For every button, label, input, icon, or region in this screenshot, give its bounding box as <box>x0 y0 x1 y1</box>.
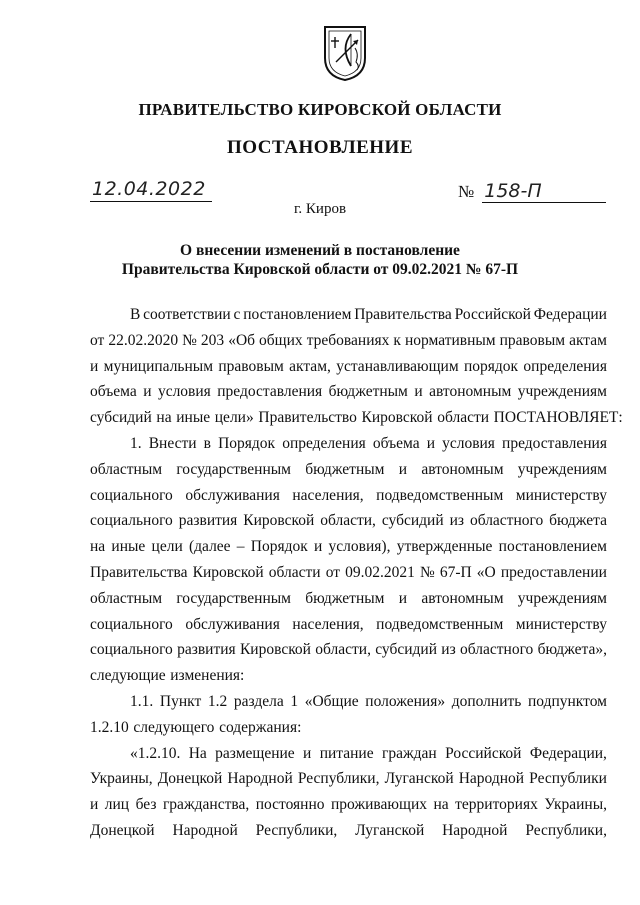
body-word: Порядок <box>218 434 276 452</box>
body-word: 1.2.10 <box>90 718 129 736</box>
body-word: постановлением <box>498 538 607 556</box>
body-word: Правительства <box>354 306 452 323</box>
body-word: содержания: <box>219 718 302 736</box>
body-word: учреждениям <box>517 460 607 478</box>
document-title <box>0 241 640 279</box>
body-word: требованиях <box>306 331 390 349</box>
body-word: цели <box>151 538 183 556</box>
body-word: граждан <box>381 744 437 762</box>
body-word: Народной <box>172 821 238 839</box>
body-word: Правительства <box>90 563 188 581</box>
body-word: «1.2.10. <box>130 744 181 762</box>
body-line <box>90 792 607 818</box>
body-word: Правительство <box>258 409 357 427</box>
body-line <box>90 818 607 844</box>
body-word: Республики, <box>525 821 607 839</box>
body-word: социального <box>90 512 173 530</box>
body-word: 09.02.2021 <box>345 563 415 581</box>
body-word: Федерации, <box>529 744 607 762</box>
body-line <box>90 612 607 638</box>
body-word: правовым <box>499 331 566 349</box>
body-word: к <box>393 331 401 349</box>
body-word: 203 <box>200 331 225 349</box>
body-word: подведомственным <box>376 615 504 633</box>
body-word: из <box>449 512 464 530</box>
body-word: и <box>90 796 99 814</box>
body-word: областного <box>469 512 544 530</box>
body-word: Кировской <box>243 512 315 530</box>
body-word: и <box>303 744 312 762</box>
body-word: подведомственным <box>376 486 504 504</box>
body-word: Порядок <box>250 538 308 556</box>
body-word: иные <box>176 409 211 427</box>
body-word: следующие <box>90 667 166 685</box>
body-word: объема <box>90 383 137 401</box>
body-word: бюджетным <box>305 589 385 607</box>
body-word: на <box>90 538 106 556</box>
body-line <box>90 457 607 483</box>
body-word: – <box>236 538 245 556</box>
body-word: и <box>414 383 423 401</box>
body-word: из <box>441 641 456 659</box>
body-word: и <box>90 357 99 375</box>
body-word: без <box>135 796 157 814</box>
body-word: следующего <box>133 718 215 736</box>
body-word: в <box>203 434 211 452</box>
body-word: бюджетным <box>305 460 385 478</box>
body-line <box>90 431 607 457</box>
body-word: областного <box>460 641 534 659</box>
body-word: с <box>233 306 241 323</box>
body-word: общих <box>259 331 303 349</box>
body-word: области, <box>315 641 371 659</box>
body-word: субсидий <box>381 512 444 530</box>
body-word: Кировской <box>239 641 311 659</box>
body-word: Российской <box>454 306 531 323</box>
body-word: актам <box>569 331 607 349</box>
body-word: области, <box>320 512 376 530</box>
body-word: Кировской <box>192 563 264 581</box>
body-word: На <box>188 744 207 762</box>
body-word: государственным <box>176 589 291 607</box>
body-word: объема <box>372 434 420 452</box>
body-word: государственным <box>176 460 291 478</box>
body-word: автономным <box>421 589 504 607</box>
body-line <box>90 483 607 509</box>
body-word: учреждениям <box>517 383 607 401</box>
body-line <box>90 741 607 767</box>
body-word: министерству <box>515 486 607 504</box>
body-word: населения, <box>292 615 364 633</box>
body-word: порядок <box>463 357 519 375</box>
body-word: № <box>182 331 197 349</box>
body-word: Народной <box>227 770 293 788</box>
body-word: автономным <box>429 383 512 401</box>
body-word: территориях <box>455 796 538 814</box>
body-word: условия <box>157 383 211 401</box>
body-word: Луганской <box>355 821 425 839</box>
body-word: цели» <box>214 409 254 427</box>
body-word: размещение <box>215 744 295 762</box>
body-word: дополнить <box>451 692 522 710</box>
number-prefix: № <box>458 182 475 201</box>
body-line <box>90 586 607 612</box>
body-word: предоставлении <box>500 563 607 581</box>
body-line <box>90 534 607 560</box>
body-word: Украины, <box>90 770 153 788</box>
body-word: Пункт <box>159 692 202 710</box>
body-word: населения, <box>292 486 364 504</box>
body-word: муниципальным <box>103 357 214 375</box>
body-line <box>90 560 607 586</box>
body-word: Народной <box>458 770 525 788</box>
body-word: субсидий <box>90 409 152 427</box>
body-word: Украины, <box>544 796 607 814</box>
body-word: развития <box>177 641 236 659</box>
document-date: 12.04.2022 <box>90 178 212 202</box>
body-word: Внести <box>148 434 197 452</box>
government-name: ПРАВИТЕЛЬСТВО КИРОВСКОЙ ОБЛАСТИ <box>138 100 502 119</box>
body-word: предоставления <box>217 383 323 401</box>
body-word: субсидий <box>375 641 438 659</box>
body-word: бюджетным <box>328 383 408 401</box>
body-word: Федерации <box>533 306 607 323</box>
body-word: на <box>156 409 172 427</box>
body-word: предоставления <box>502 434 607 452</box>
body-word: подпунктом <box>527 692 607 710</box>
body-word: гражданства, <box>162 796 250 814</box>
body-word: лиц <box>104 796 130 814</box>
body-line <box>90 689 607 715</box>
body-word: 22.02.2020 <box>108 331 179 349</box>
body-word: министерству <box>515 615 607 633</box>
body-word: и <box>398 589 408 607</box>
body-word: положения» <box>365 692 446 710</box>
body-word: автономным <box>421 460 504 478</box>
body-word: бюджета», <box>537 641 607 659</box>
body-word: постановлением <box>243 306 352 323</box>
body-word: изменения: <box>170 667 245 685</box>
body-word: Народной <box>442 821 508 839</box>
body-word: проживающих <box>331 796 427 814</box>
body-word: Республики <box>529 770 607 788</box>
body-word: Республики, <box>255 821 338 839</box>
body-word: области <box>437 409 490 427</box>
body-word: Российской <box>445 744 522 762</box>
body-word: от <box>90 331 105 349</box>
body-word: Кировской <box>361 409 433 427</box>
body-word: постоянно <box>255 796 325 814</box>
body-word: и <box>426 434 435 452</box>
body-word: условия), <box>328 538 391 556</box>
body-line <box>90 328 607 354</box>
body-word: условия <box>442 434 495 452</box>
body-word: иные <box>111 538 146 556</box>
body-line <box>90 354 607 380</box>
city: г. Киров <box>293 201 347 217</box>
body-word: и <box>398 460 408 478</box>
body-word: актам, <box>289 357 331 375</box>
body-word: и <box>143 383 152 401</box>
body-word: Донецкой <box>90 821 155 839</box>
body-word: обслуживания <box>185 486 280 504</box>
body-word: и <box>314 538 323 556</box>
body-line <box>90 302 607 328</box>
document-body <box>90 302 623 844</box>
body-word: нормативным <box>404 331 496 349</box>
body-word: соответствии <box>143 306 231 323</box>
body-word: правовым <box>218 357 284 375</box>
body-word: раздела <box>233 692 284 710</box>
body-word: социального <box>90 615 173 633</box>
body-word: № <box>419 563 435 581</box>
body-word: развития <box>178 512 238 530</box>
document-number-block <box>458 180 606 203</box>
body-word: областным <box>90 589 163 607</box>
body-line <box>90 637 607 663</box>
body-word: учреждениям <box>517 589 607 607</box>
body-word: (далее <box>189 538 231 556</box>
body-word: Донецкой <box>157 770 223 788</box>
title-line: Правительства Кировской области от 09.02.2021 № 67-П <box>121 261 519 278</box>
body-word: «Общие <box>304 692 359 710</box>
body-word: определения <box>523 357 607 375</box>
body-line <box>90 508 607 534</box>
body-word: 1 <box>290 692 299 710</box>
body-word: питание <box>319 744 374 762</box>
body-word: 1.2 <box>207 692 228 710</box>
body-word: «О <box>476 563 496 581</box>
body-line <box>90 715 607 741</box>
body-word: области <box>268 563 321 581</box>
title-line: О внесении изменений в постановление <box>180 242 460 259</box>
body-word: обслуживания <box>185 615 280 633</box>
body-line <box>90 663 607 689</box>
body-word: Луганской <box>384 770 454 788</box>
body-word: 1.1. <box>130 692 154 710</box>
body-word: от <box>325 563 341 581</box>
kirov-oblast-coat-of-arms-icon <box>322 24 368 82</box>
body-word: на <box>433 796 449 814</box>
document-type: ПОСТАНОВЛЕНИЕ <box>226 137 414 158</box>
body-word: ПОСТАНОВЛЯЕТ: <box>493 409 623 427</box>
document-number: 158-П <box>482 180 606 203</box>
body-word: Республики, <box>297 770 380 788</box>
body-word: 67-П <box>439 563 472 581</box>
body-word: бюджета <box>549 512 607 530</box>
body-word: утвержденные <box>396 538 493 556</box>
body-word: 1. <box>130 434 142 452</box>
body-word: устанавливающим <box>336 357 459 375</box>
body-word: социального <box>90 641 173 659</box>
body-word: В <box>130 306 141 323</box>
body-line <box>90 379 607 405</box>
body-word: «Об <box>228 331 256 349</box>
body-word: областным <box>90 460 163 478</box>
body-line <box>90 766 607 792</box>
body-word: социального <box>90 486 173 504</box>
body-line <box>90 405 623 431</box>
body-word: определения <box>282 434 366 452</box>
